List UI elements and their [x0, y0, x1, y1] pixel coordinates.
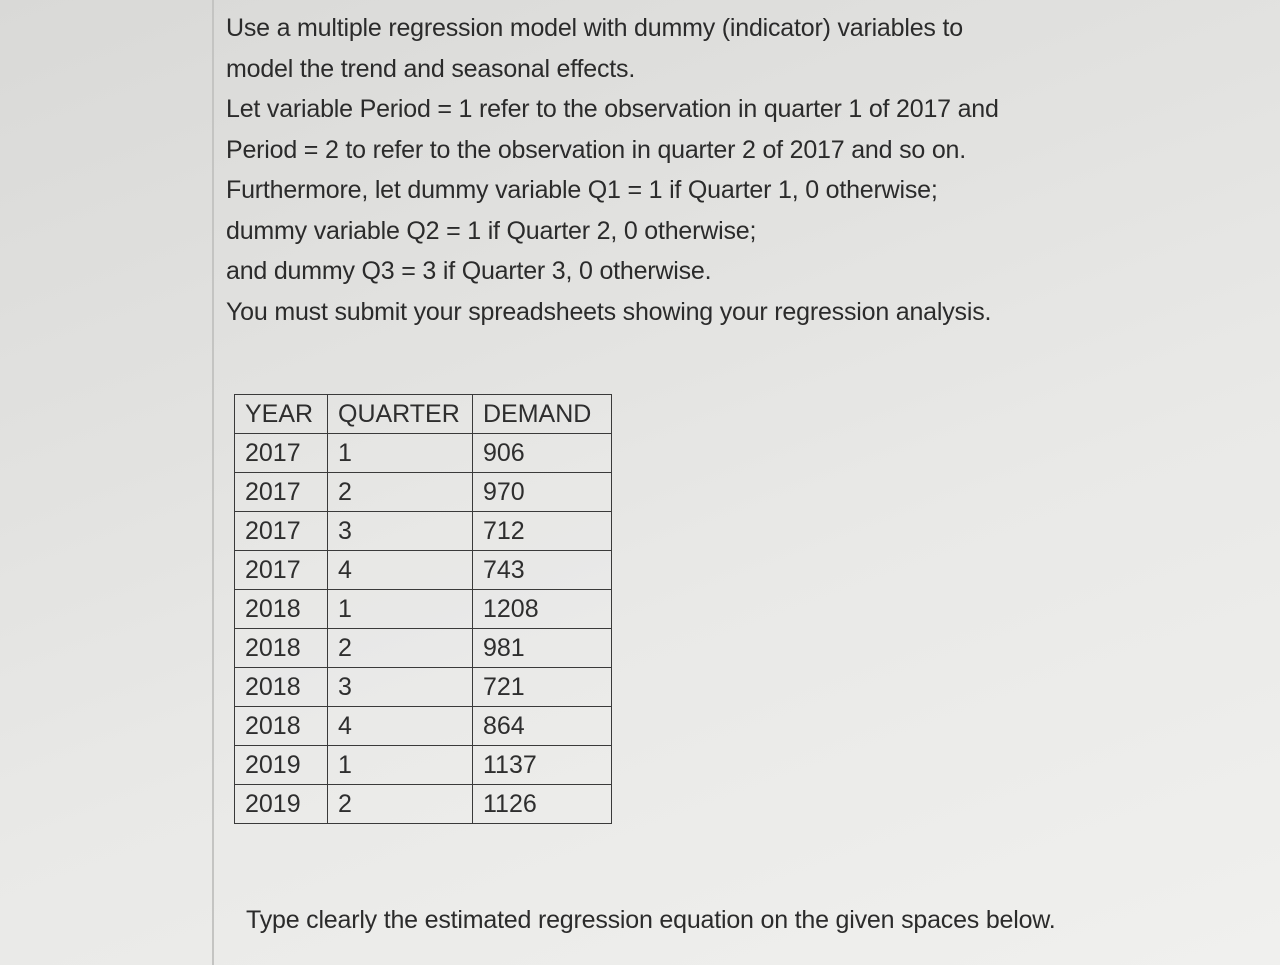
table-row — [235, 512, 612, 551]
cell-demand: 712 — [473, 512, 612, 551]
instruction-text: Type clearly the estimated regression equation on the given spaces below. — [246, 906, 1056, 934]
question-line: Furthermore, let dummy variable Q1 = 1 if Quarter 1, 0 otherwise; — [226, 176, 938, 204]
table-row — [235, 785, 612, 824]
cell-demand: 743 — [473, 551, 612, 590]
question-line: Period = 2 to refer to the observation in quarter 2 of 2017 and so on. — [226, 135, 966, 164]
cell-year: 2018 — [235, 668, 328, 707]
cell-year: 2018 — [235, 629, 328, 668]
cell-demand: 906 — [473, 434, 612, 473]
table-row — [235, 551, 612, 590]
table-row — [235, 434, 612, 473]
cell-year: 2017 — [235, 473, 328, 512]
cell-year: 2017 — [235, 512, 328, 551]
table-row — [235, 629, 612, 668]
cell-quarter: 3 — [328, 512, 473, 551]
cell-demand: 864 — [473, 707, 612, 746]
header-demand: DEMAND — [473, 395, 612, 434]
cell-demand: 1137 — [473, 746, 612, 785]
question-line: and dummy Q3 = 3 if Quarter 3, 0 otherwise. — [226, 257, 712, 285]
header-year: YEAR — [235, 395, 328, 434]
cell-demand: 970 — [473, 473, 612, 512]
question-line: Let variable Period = 1 refer to the observation in quarter 1 of 2017 and — [226, 95, 999, 123]
cell-quarter: 4 — [328, 707, 473, 746]
question-line: You must submit your spreadsheets showing your regression analysis. — [226, 297, 992, 326]
cell-quarter: 1 — [328, 434, 473, 473]
question-line: model the trend and seasonal effects. — [226, 54, 636, 83]
table-row — [235, 473, 612, 512]
table-row — [235, 707, 612, 746]
table-row — [235, 590, 612, 629]
cell-year: 2017 — [235, 434, 328, 473]
question-text — [226, 8, 1246, 332]
question-line: Use a multiple regression model with dummy (indicator) variables to — [226, 14, 963, 42]
cell-quarter: 2 — [328, 629, 473, 668]
cell-quarter: 3 — [328, 668, 473, 707]
cell-quarter: 2 — [328, 785, 473, 824]
cell-year: 2017 — [235, 551, 328, 590]
cell-demand: 1208 — [473, 590, 612, 629]
table-row — [235, 746, 612, 785]
table-row — [235, 668, 612, 707]
cell-year: 2019 — [235, 746, 328, 785]
cell-quarter: 1 — [328, 590, 473, 629]
header-quarter: QUARTER — [328, 395, 473, 434]
page-margin-rule — [212, 0, 214, 965]
question-line: dummy variable Q2 = 1 if Quarter 2, 0 otherwise; — [226, 216, 757, 245]
cell-year: 2018 — [235, 707, 328, 746]
cell-demand: 1126 — [473, 785, 612, 824]
cell-year: 2018 — [235, 590, 328, 629]
cell-quarter: 4 — [328, 551, 473, 590]
cell-quarter: 1 — [328, 746, 473, 785]
table-header-row — [235, 395, 612, 434]
cell-quarter: 2 — [328, 473, 473, 512]
cell-demand: 981 — [473, 629, 612, 668]
cell-year: 2019 — [235, 785, 328, 824]
cell-demand: 721 — [473, 668, 612, 707]
demand-table — [234, 394, 612, 824]
